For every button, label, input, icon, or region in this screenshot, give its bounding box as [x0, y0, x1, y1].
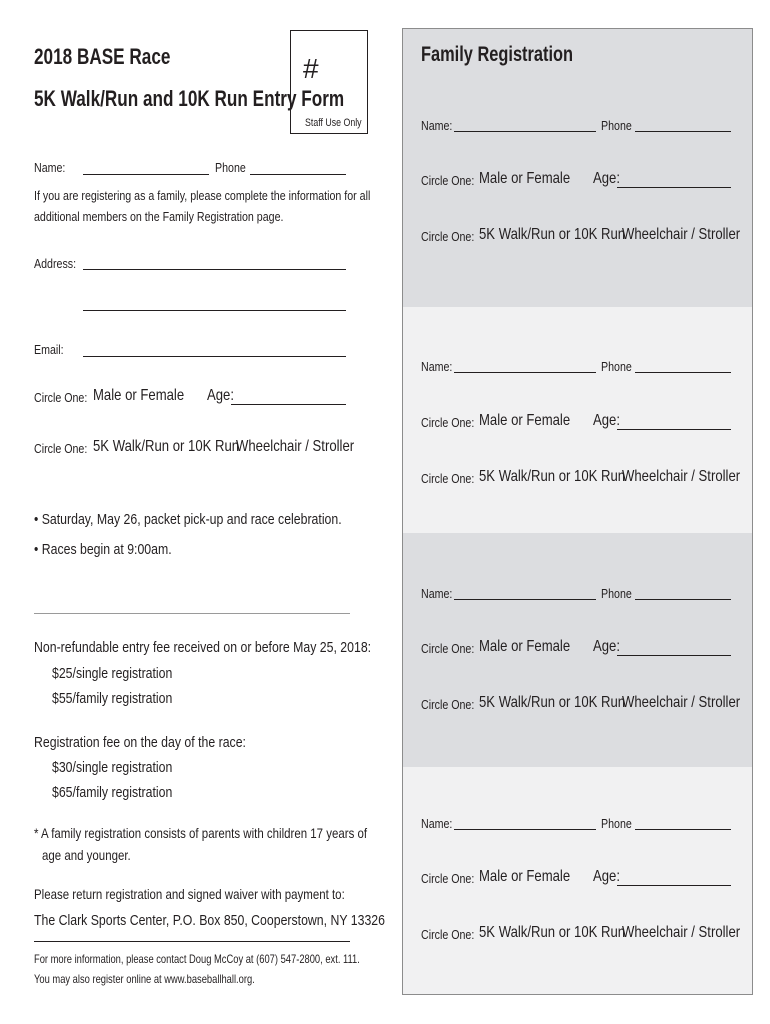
family-definition-line1: * A family registration consists of parents with children 17 years of — [34, 825, 368, 841]
family-name-field[interactable] — [454, 131, 596, 132]
family-registration-title: Family Registration — [421, 43, 574, 66]
gender-options[interactable]: Male or Female — [479, 638, 571, 655]
divider — [34, 941, 350, 942]
family-member-block — [403, 307, 752, 533]
family-member-block — [403, 29, 752, 307]
family-member-block — [403, 767, 752, 994]
wheelchair-option[interactable]: Wheelchair / Stroller — [236, 438, 355, 455]
race-options[interactable]: 5K Walk/Run or 10K Run — [479, 694, 626, 711]
gender-options[interactable]: Male or Female — [479, 412, 571, 429]
dayof-single-fee: $30/single registration — [52, 759, 173, 776]
name-field[interactable] — [83, 174, 209, 175]
race-options[interactable]: 5K Walk/Run or 10K Run — [479, 468, 626, 485]
staff-use-label: Staff Use Only — [305, 117, 362, 129]
age-label: Age: — [593, 638, 620, 655]
circle-one-label: Circle One: — [421, 927, 475, 942]
phone-field[interactable] — [250, 174, 346, 175]
phone-label: Phone — [215, 160, 246, 175]
staff-use-box — [290, 30, 368, 134]
family-phone-label: Phone — [601, 359, 632, 374]
family-name-field[interactable] — [454, 599, 596, 600]
event-item: • Saturday, May 26, packet pick-up and race celebration. — [34, 511, 342, 528]
family-age-field[interactable] — [617, 655, 731, 656]
email-field[interactable] — [83, 356, 346, 357]
age-label: Age: — [207, 387, 234, 404]
online-registration-info: You may also register online at www.baseballhall.org. — [34, 972, 255, 986]
email-label: Email: — [34, 342, 64, 357]
address-label: Address: — [34, 256, 77, 271]
circle-one-label: Circle One: — [421, 641, 475, 656]
family-registration-panel — [402, 28, 753, 995]
race-options[interactable]: 5K Walk/Run or 10K Run — [479, 924, 626, 941]
race-options[interactable]: 5K Walk/Run or 10K Run — [479, 226, 626, 243]
family-name-label: Name: — [421, 586, 453, 601]
family-note-line2: additional members on the Family Registration page. — [34, 209, 284, 224]
dayof-family-fee: $65/family registration — [52, 784, 173, 801]
circle-one-label: Circle One: — [421, 173, 475, 188]
family-name-field[interactable] — [454, 829, 596, 830]
contact-info: For more information, please contact Doug McCoy at (607) 547-2800, ext. 111. — [34, 952, 360, 966]
family-phone-label: Phone — [601, 118, 632, 133]
gender-options[interactable]: Male or Female — [479, 170, 571, 187]
form-title: 2018 BASE Race — [34, 44, 171, 69]
wheelchair-option[interactable]: Wheelchair / Stroller — [622, 924, 741, 941]
family-phone-field[interactable] — [635, 599, 731, 600]
return-address: The Clark Sports Center, P.O. Box 850, Cooperstown, NY 13326 — [34, 912, 385, 929]
address-field-line1[interactable] — [83, 269, 346, 270]
race-options[interactable]: 5K Walk/Run or 10K Run — [93, 438, 240, 455]
circle-one-label: Circle One: — [421, 415, 475, 430]
wheelchair-option[interactable]: Wheelchair / Stroller — [622, 694, 741, 711]
wheelchair-option[interactable]: Wheelchair / Stroller — [622, 468, 741, 485]
advance-fee-heading: Non-refundable entry fee received on or before May 25, 2018: — [34, 639, 372, 656]
family-name-label: Name: — [421, 816, 453, 831]
circle-one-label: Circle One: — [421, 697, 475, 712]
family-name-label: Name: — [421, 359, 453, 374]
family-phone-field[interactable] — [635, 829, 731, 830]
staff-number-symbol: # — [303, 53, 319, 84]
advance-family-fee: $55/family registration — [52, 690, 173, 707]
circle-one-label: Circle One: — [421, 229, 475, 244]
circle-one-label: Circle One: — [34, 390, 88, 405]
form-subtitle: 5K Walk/Run and 10K Run Entry Form — [34, 86, 345, 111]
age-label: Age: — [593, 412, 620, 429]
dayof-fee-heading: Registration fee on the day of the race: — [34, 734, 246, 751]
circle-one-label: Circle One: — [421, 471, 475, 486]
circle-one-label: Circle One: — [421, 871, 475, 886]
age-field[interactable] — [231, 404, 346, 405]
gender-options[interactable]: Male or Female — [93, 387, 185, 404]
family-age-field[interactable] — [617, 187, 731, 188]
gender-options[interactable]: Male or Female — [479, 868, 571, 885]
address-field-line2[interactable] — [83, 310, 346, 311]
family-phone-label: Phone — [601, 816, 632, 831]
circle-one-label: Circle One: — [34, 441, 88, 456]
family-age-field[interactable] — [617, 885, 731, 886]
family-name-label: Name: — [421, 118, 453, 133]
name-label: Name: — [34, 160, 66, 175]
family-phone-label: Phone — [601, 586, 632, 601]
family-definition-line2: age and younger. — [42, 847, 131, 863]
family-note-line1: If you are registering as a family, please complete the information for all — [34, 188, 371, 203]
divider — [34, 613, 350, 614]
wheelchair-option[interactable]: Wheelchair / Stroller — [622, 226, 741, 243]
family-phone-field[interactable] — [635, 131, 731, 132]
family-member-block — [403, 533, 752, 767]
family-name-field[interactable] — [454, 372, 596, 373]
return-instructions: Please return registration and signed waiver with payment to: — [34, 886, 345, 902]
age-label: Age: — [593, 170, 620, 187]
family-age-field[interactable] — [617, 429, 731, 430]
age-label: Age: — [593, 868, 620, 885]
family-phone-field[interactable] — [635, 372, 731, 373]
advance-single-fee: $25/single registration — [52, 665, 173, 682]
event-item: • Races begin at 9:00am. — [34, 541, 172, 558]
